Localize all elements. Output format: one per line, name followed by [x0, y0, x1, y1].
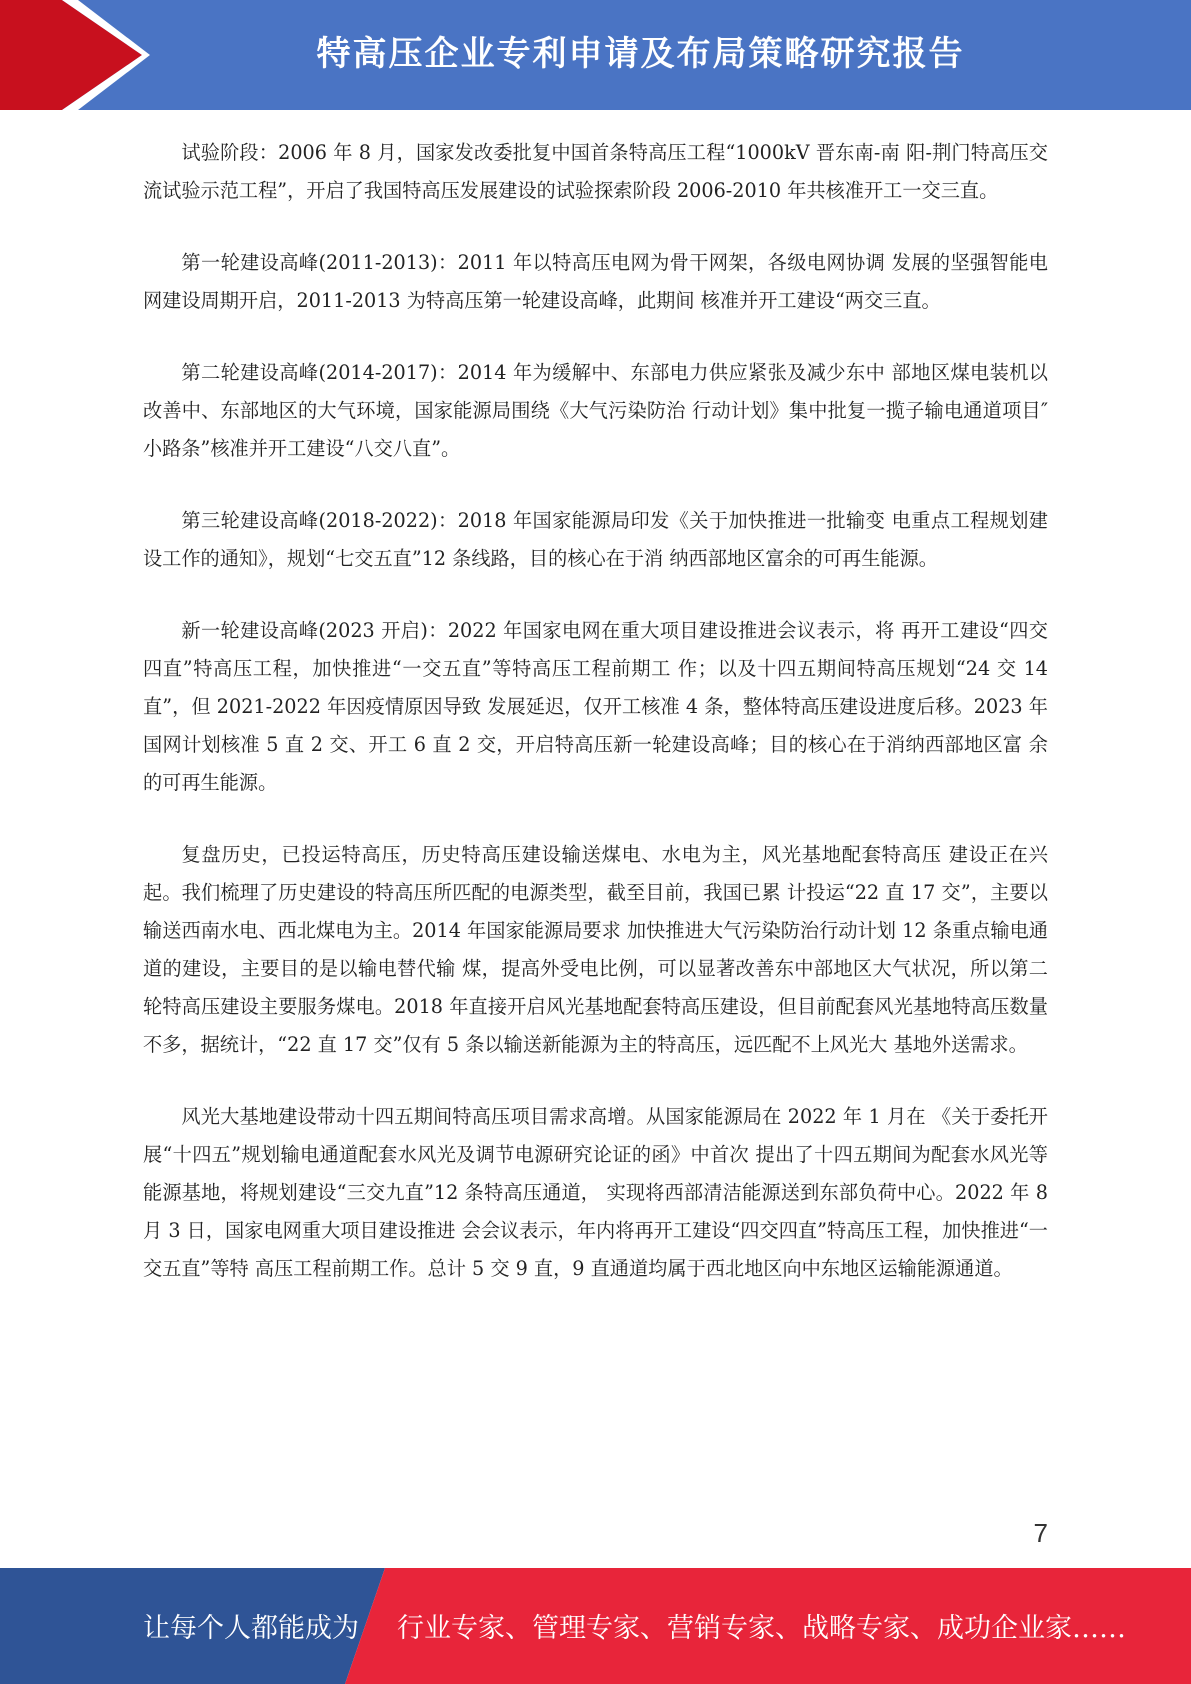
paragraph-first-peak: 第一轮建设高峰(2011-2013)：2011 年以特高压电网为骨干网架，各级电网协调 发展的坚强智能电网建设周期开启，2011-2013 为特高压第一轮建设高峰，此期间 核准并开工建设“两交三直。	[143, 251, 1048, 312]
page-footer	[0, 1568, 1191, 1684]
footer-slogan-right: 行业专家、管理专家、营销专家、战略专家、成功企业家……	[397, 1613, 1126, 1644]
footer-slogan-left: 让每个人都能成为	[143, 1613, 359, 1644]
paragraph-renewable-bases: 风光大基地建设带动十四五期间特高压项目需求高增。从国家能源局在 2022 年 1 月在 《关于委托开展“十四五”规划输电通道配套水风光及调节电源研究论证的函》中首次 提出了十四五期间为配套水风光等能源基地，将规划建设“三交九直”12 条特高压通道， 实现将西部清洁能源送到东部负荷中心。2022 年 8 月 3 日，国家电网重大项目建设推进 会会议表示，年内将再开工建设“四交四直”特高压工程，加快推进“一交五直”等特 高压工程前期工作。总计 5 交 9 直，9 直通道均属于西北地区向中东地区运输能源通道。	[143, 1105, 1048, 1280]
header-title: 特高压企业专利申请及布局策略研究报告	[316, 34, 965, 74]
paragraph-trial-stage: 试验阶段：2006 年 8 月，国家发改委批复中国首条特高压工程“1000kV 晋东南-南 阳-荆门特高压交流试验示范工程”，开启了我国特高压发展建设的试验探索阶段 2006-2010 年共核准开工一交三直。	[143, 141, 1048, 202]
page-header	[0, 0, 1191, 110]
paragraph-history-review: 复盘历史，已投运特高压，历史特高压建设输送煤电、水电为主，风光基地配套特高压 建设正在兴起。我们梳理了历史建设的特高压所匹配的电源类型，截至目前，我国已累 计投运“22 直 17 交”，主要以输送西南水电、西北煤电为主。2014 年国家能源局要求 加快推进大气污染防治行动计划 12 条重点输电通道的建设，主要目的是以输电替代输 煤，提高外受电比例，可以显著改善东中部地区大气状况，所以第二轮特高压建设主要服务煤电。2018 年直接开启风光基地配套特高压建设，但目前配套风光基地特高压数量 不多，据统计，“22 直 17 交”仅有 5 条以输送新能源为主的特高压，远匹配不上风光大 基地外送需求。	[143, 843, 1048, 1056]
paragraph-second-peak: 第二轮建设高峰(2014-2017)：2014 年为缓解中、东部电力供应紧张及减少东中 部地区煤电装机以改善中、东部地区的大气环境，国家能源局围绕《大气污染防治 行动计划》集中批复一揽子输电通道项目″小路条”核准并开工建设“八交八直”。	[143, 361, 1048, 460]
paragraph-third-peak: 第三轮建设高峰(2018-2022)：2018 年国家能源局印发《关于加快推进一批输变 电重点工程规划建设工作的通知》，规划“七交五直”12 条线路，目的核心在于消 纳西部地区富余的可再生能源。	[143, 509, 1048, 570]
body-content	[143, 134, 1048, 1322]
page-number: 7	[1033, 1518, 1048, 1548]
paragraph-new-peak: 新一轮建设高峰(2023 开启)：2022 年国家电网在重大项目建设推进会议表示，将 再开工建设“四交四直”特高压工程，加快推进“一交五直”等特高压工程前期工 作；以及十四五期间特高压规划“24 交 14 直”，但 2021-2022 年因疫情原因导致 发展延迟，仅开工核准 4 条，整体特高压建设进度后移。2023 年国网计划核准 5 直 2 交、开工 6 直 2 交，开启特高压新一轮建设高峰；目的核心在于消纳西部地区富 余的可再生能源。	[143, 619, 1048, 794]
